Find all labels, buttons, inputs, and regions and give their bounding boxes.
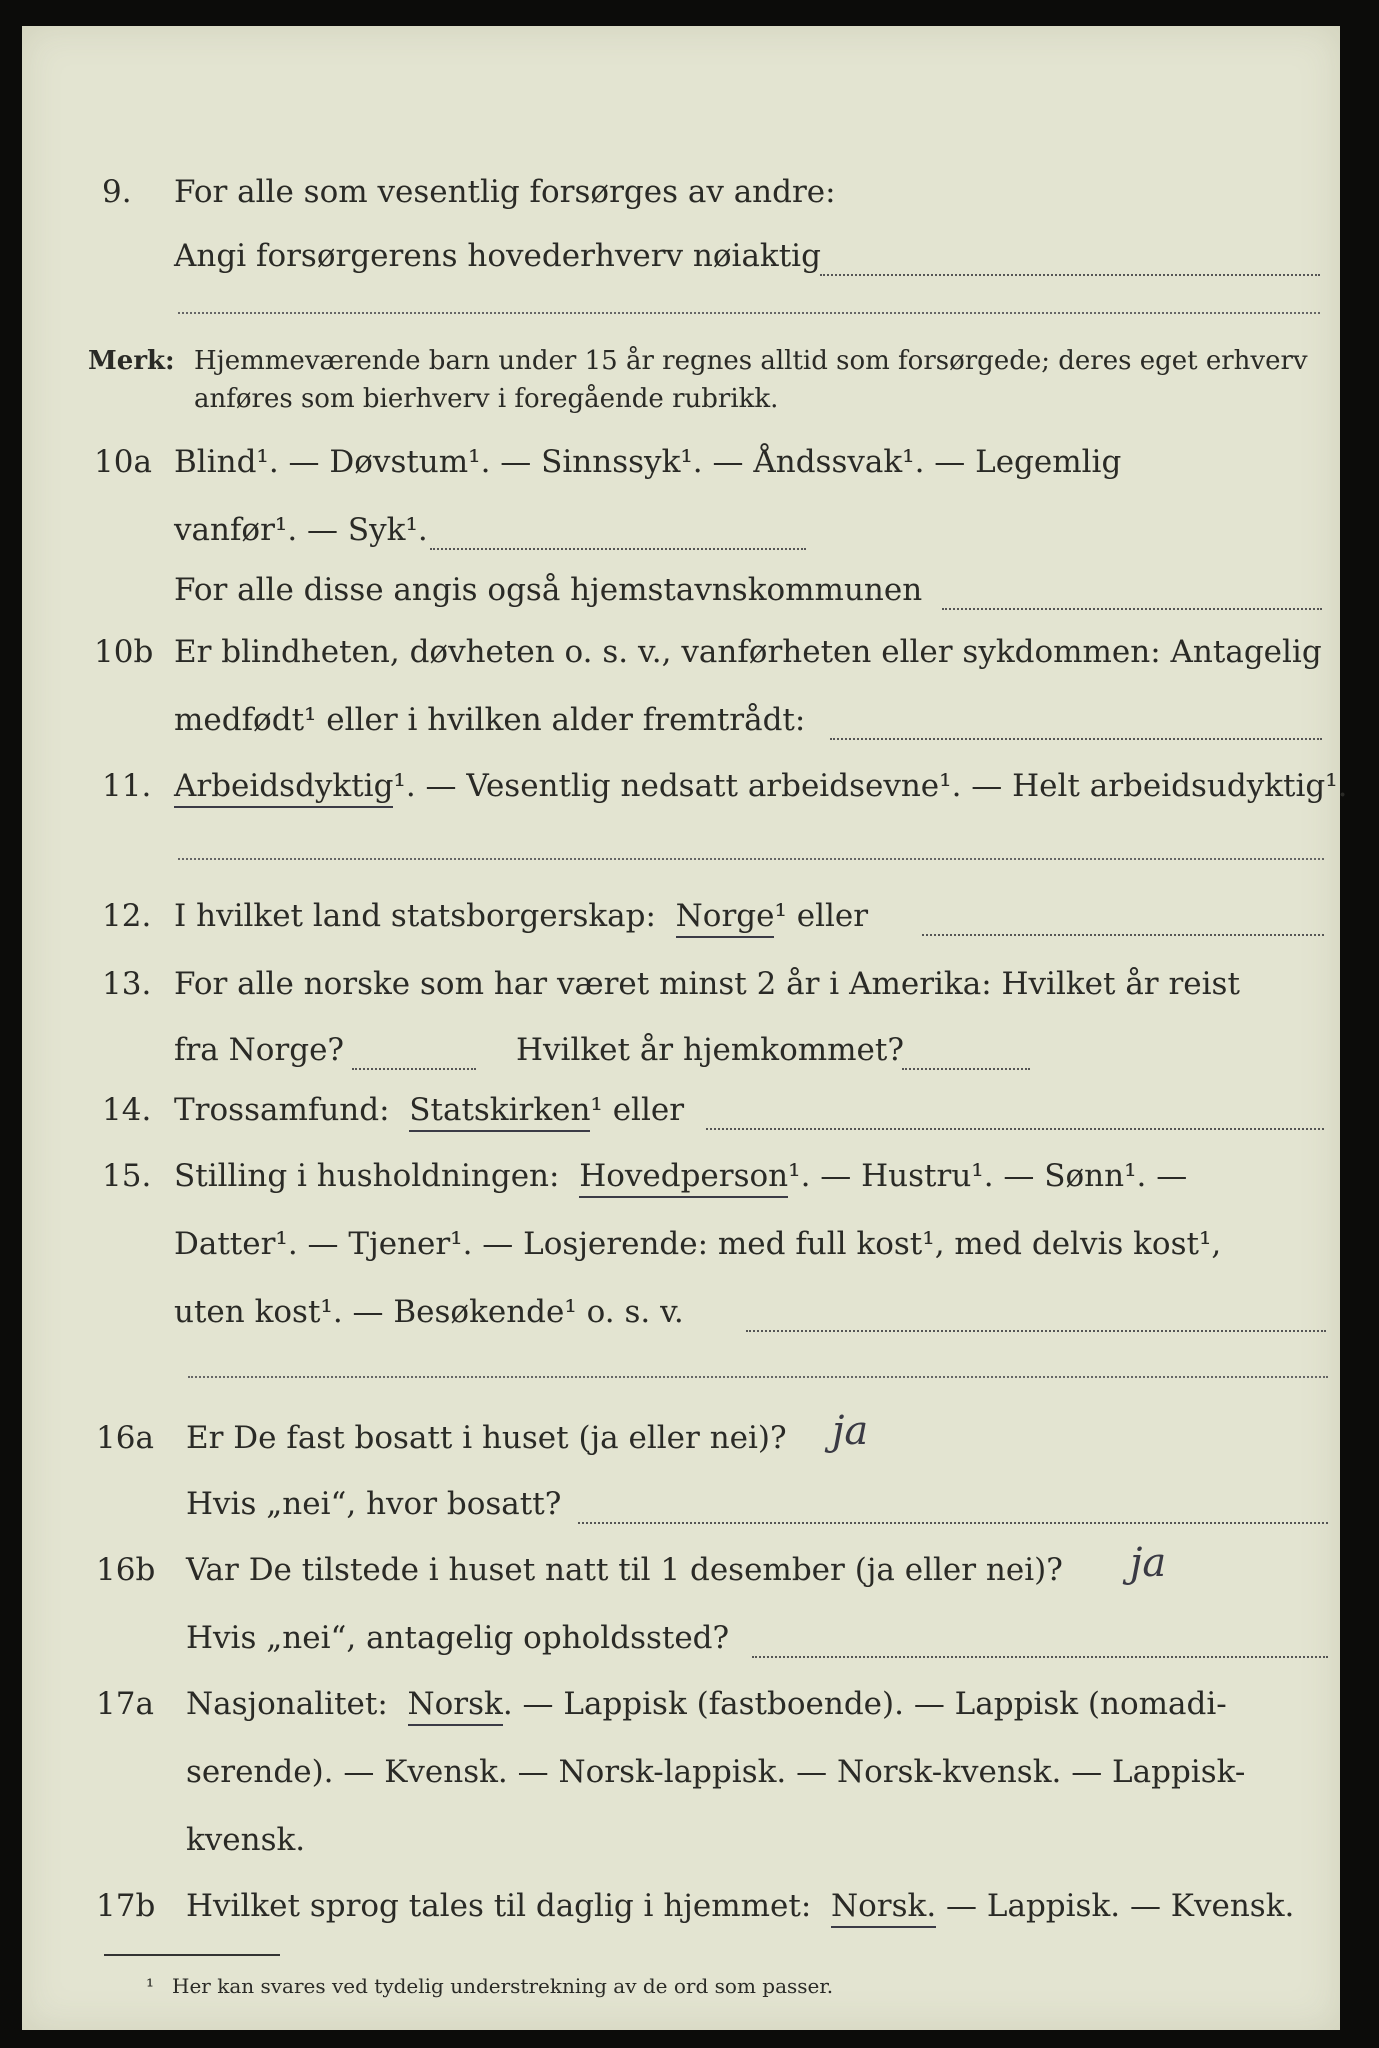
- answer-line[interactable]: [178, 312, 1320, 314]
- question-number: 16b: [96, 1552, 156, 1588]
- footnote-text: Her kan svares ved tydelig understrekning av de ord som passer.: [172, 1974, 834, 1998]
- question-text: [174, 768, 1348, 804]
- question-11: [22, 768, 1348, 818]
- question-13-line-2: [22, 1032, 1340, 1082]
- question-text: For alle norske som har været minst 2 år i Amerika: Hvilket år reist: [174, 966, 1240, 1002]
- question-9-line-2: [22, 238, 1340, 288]
- question-text: fra Norge?: [174, 1032, 345, 1068]
- question-text-pre: I hvilket land statsborgerskap:: [174, 898, 656, 934]
- handwritten-answer[interactable]: ja: [832, 1408, 869, 1454]
- question-text-post: ¹ eller: [774, 898, 869, 934]
- question-number: 10b: [94, 634, 154, 670]
- question-text: vanfør¹. — Syk¹.: [174, 512, 428, 548]
- question-number: 13.: [102, 966, 152, 1002]
- question-16b-line-2: [22, 1620, 1340, 1670]
- question-text: Er blindheten, døvheten o. s. v., vanførheten eller sykdommen: Antagelig: [174, 634, 1322, 670]
- question-text: medfødt¹ eller i hvilken alder fremtrådt:: [174, 702, 806, 738]
- question-text-rest: ¹. — Vesentlig nedsatt arbeidsevne¹. — Helt arbeidsudyktig¹.: [393, 768, 1348, 804]
- question-text-post: ¹. — Hustru¹. — Sønn¹. —: [788, 1158, 1188, 1194]
- question-text-post: . — Lappisk (fastboende). — Lappisk (nomadi-: [502, 1686, 1227, 1722]
- question-text: Hvilket år hjemkommet?: [516, 1032, 904, 1068]
- question-16a-line-1: [22, 1408, 1340, 1470]
- question-text-pre: Hvilket sprog tales til daglig i hjemmet:: [186, 1888, 812, 1924]
- underlined-answer[interactable]: Norsk.: [831, 1888, 936, 1928]
- question-number: 12.: [102, 898, 152, 934]
- question-17a-line-2: [22, 1754, 1340, 1804]
- handwritten-answer[interactable]: ja: [1130, 1540, 1167, 1586]
- question-number: 10a: [94, 444, 152, 480]
- question-text-pre: Nasjonalitet:: [186, 1686, 388, 1722]
- question-text-pre: Trossamfund:: [174, 1092, 390, 1128]
- question-15-line-2: [22, 1226, 1340, 1276]
- question-text: [186, 1888, 1294, 1924]
- underlined-answer[interactable]: Norge: [676, 898, 775, 938]
- question-15-line-1: [22, 1158, 1340, 1208]
- question-10a-line-3: [22, 572, 1340, 622]
- question-13-line-1: [22, 966, 1340, 1016]
- merk-label: Merk:: [88, 346, 175, 376]
- census-form-page: [22, 26, 1348, 2030]
- question-number: 17b: [96, 1888, 156, 1924]
- answer-line[interactable]: [352, 1068, 476, 1070]
- question-text: Var De tilstede i huset natt til 1 desember (ja eller nei)?: [186, 1552, 1063, 1588]
- answer-line[interactable]: [830, 738, 1322, 740]
- question-10b-line-1: [22, 634, 1340, 684]
- question-text: [186, 1686, 1227, 1722]
- question-number: 15.: [102, 1158, 152, 1194]
- question-17b: [22, 1888, 1340, 1938]
- question-text-post: ¹ eller: [590, 1092, 685, 1128]
- footnote-mark: ¹: [146, 1974, 155, 1998]
- question-number: 14.: [102, 1092, 152, 1128]
- question-text: serende). — Kvensk. — Norsk-lappisk. — Norsk-kvensk. — Lappisk-: [186, 1754, 1246, 1790]
- underlined-answer[interactable]: Statskirken: [409, 1092, 590, 1132]
- question-text: Blind¹. — Døvstum¹. — Sinnssyk¹. — Åndssvak¹. — Legemlig: [174, 444, 1122, 480]
- question-10b-line-2: [22, 702, 1340, 752]
- question-number: 11.: [102, 768, 152, 804]
- answer-line[interactable]: [706, 1128, 1324, 1130]
- answer-line[interactable]: [922, 934, 1324, 936]
- question-text: [174, 1158, 1187, 1194]
- question-text-post: — Lappisk. — Kvensk.: [936, 1888, 1295, 1924]
- question-number: 17a: [96, 1686, 154, 1722]
- answer-line[interactable]: [430, 548, 806, 550]
- answer-line[interactable]: [188, 1376, 1328, 1378]
- question-17a-line-1: [22, 1686, 1340, 1736]
- question-16a-line-2: [22, 1486, 1340, 1536]
- answer-line[interactable]: [746, 1330, 1326, 1332]
- underlined-answer[interactable]: Hovedperson: [579, 1158, 788, 1198]
- question-17a-line-3: [22, 1822, 1340, 1872]
- question-12: [22, 898, 1340, 948]
- question-text: kvensk.: [186, 1822, 306, 1858]
- question-10a-line-1: [22, 444, 1340, 494]
- underlined-answer[interactable]: Norsk: [408, 1686, 503, 1726]
- answer-line[interactable]: [178, 858, 1324, 860]
- merk-text: Hjemmeværende barn under 15 år regnes alltid som forsørgede; deres eget erhverv: [194, 346, 1308, 376]
- merk-text: anføres som bierhverv i foregående rubrikk.: [194, 384, 779, 414]
- question-text: Angi forsørgerens hovederhverv nøiaktig: [174, 238, 821, 274]
- answer-line[interactable]: [820, 274, 1320, 276]
- question-text: For alle som vesentlig forsørges av andre:: [174, 174, 836, 210]
- answer-line[interactable]: [942, 608, 1322, 610]
- answer-line[interactable]: [578, 1522, 1328, 1524]
- question-text: Hvis „nei“, hvor bosatt?: [186, 1486, 562, 1522]
- question-14: [22, 1092, 1340, 1142]
- question-text: [174, 1092, 684, 1128]
- question-text-pre: Stilling i husholdningen:: [174, 1158, 560, 1194]
- footnote: [22, 1974, 1340, 2024]
- question-text: Datter¹. — Tjener¹. — Losjerende: med full kost¹, med delvis kost¹,: [174, 1226, 1222, 1262]
- question-9-line-1: [22, 174, 1340, 224]
- answer-line[interactable]: [902, 1068, 1030, 1070]
- question-15-line-3: [22, 1294, 1340, 1344]
- answer-line[interactable]: [752, 1656, 1328, 1658]
- question-number: 16a: [96, 1420, 154, 1456]
- question-text: Hvis „nei“, antagelig opholdssted?: [186, 1620, 730, 1656]
- question-text: [174, 898, 868, 934]
- question-10a-line-2: [22, 512, 1340, 562]
- footnote-divider: [104, 1954, 280, 1956]
- question-number: 9.: [102, 174, 132, 210]
- merk-note-line-2: [22, 384, 1340, 434]
- underlined-answer[interactable]: Arbeidsdyktig: [174, 768, 393, 808]
- question-text: uten kost¹. — Besøkende¹ o. s. v.: [174, 1294, 684, 1330]
- question-16b-line-1: [22, 1540, 1340, 1602]
- question-text: Er De fast bosatt i huset (ja eller nei)?: [186, 1420, 787, 1456]
- question-text: For alle disse angis også hjemstavnskommunen: [174, 572, 923, 608]
